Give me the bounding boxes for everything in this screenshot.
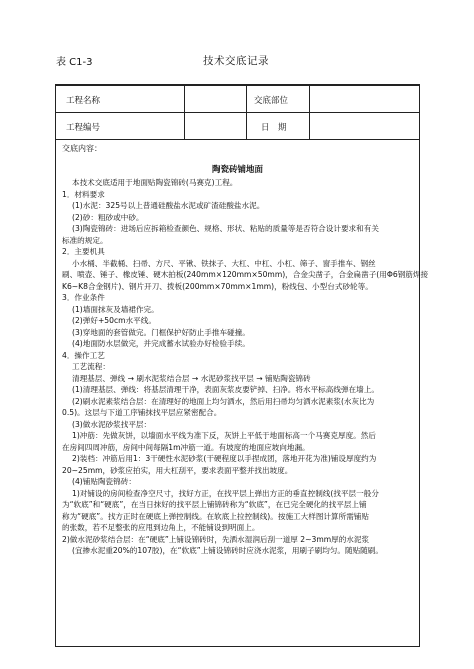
content-line: 3．作业条件 [62,293,105,302]
content-line: (4)铺贴陶瓷锦砖： [72,477,136,486]
content-line: (3)做水泥砂浆找平层： [72,419,152,429]
content-line: (2)刷水泥素浆结合层：在清理好的地面上均匀洒水，然后用扫帚均匀洒水泥素浆(水灰比为 [72,396,375,406]
row-divider [56,112,419,113]
content-line: 的张数，若不足整张的应甩到边角上，不能铺设到明面上。 [62,523,260,532]
content-line: (宜掺水泥重20%的107胶)，在“软底”上铺设锦砖时应浇水泥浆，用刷子刷均匀。随贴随刷。 [72,546,383,555]
date-label: 日 期 [261,123,287,133]
column-divider [309,85,310,139]
row-divider [56,139,419,140]
content-line: 2)装档：冲筋后用1：3干硬性水泥砂浆(干硬程度以手捏成团，落地开花为准)铺设厚度约为 [72,454,377,463]
document-title: 技术交底记录 [203,55,269,67]
row-divider [56,85,419,86]
column-divider [184,85,185,139]
disclosure-content [62,143,429,557]
content-line: (3)陶瓷锦砖：进场后应拆箱检查颜色、规格、形状、粘贴的质量等是否符合设计要求和有关 [72,224,379,233]
content-title: 陶瓷砖铺地面 [211,165,263,175]
project-name-label: 工程名称 [66,96,101,106]
content-line: 清理基层、弹线 → 刷水泥浆结合层 → 水泥砂浆找平层 → 铺贴陶瓷锦砖 [72,373,311,383]
content-line: 本技术交底适用于地面贴陶瓷锦砖(马赛克)工程。 [72,178,238,187]
content-line: (4)地面防水层做完，并完成蓄水试验办好检验手续。 [72,339,250,348]
project-code-label: 工程编号 [66,123,101,133]
content-line: 20~25mm，砂浆应拍实，用大杠刮平，要求表面平整并找出坡度。 [62,465,293,475]
technical-disclosure-form [55,84,429,647]
content-line: (1)水泥：325号以上普通硅酸盐水泥或矿渣硅酸盐水泥。 [72,201,265,210]
content-line: 标准的规定。 [62,235,108,245]
content-line: 1)对铺设的房间检查净空尺寸，找好方正，在找平层上弹出方正的垂直控制线(找平层一般分 [72,488,379,498]
content-line: 称为“硬底”。找方正时在硬底上弹控制线。在软底上拉控制线)。按施工大样图计算所需铺贴 [62,511,369,521]
content-line: 2．主要机具 [62,247,105,256]
content-line: 在房间四周冲筋，房间中间每隔1m冲筋一道。有坡度的地面应坡向地漏。 [62,442,310,452]
content-line: 1．材料要求 [62,189,105,199]
handover-part-label: 交底部位 [254,96,289,106]
content-line: 为“软底”和“硬底”，在当日抹好的找平层上铺锦砖称为“软底”，在已完全硬化的找平层上铺 [62,500,367,509]
content-line: 4．操作工艺 [62,350,105,360]
content-line: 小水桶、半截桶、扫帚、方尺、平锹、铁抹子、大杠、中杠、小杠、筛子、窗手推车、钢丝 [72,258,376,268]
content-line: 2)做水泥砂浆结合层：在“硬底”上铺设锦砖时，先洒水湿润后刮一道厚 2~3mm厚的水泥浆 [62,534,370,544]
form-number: 表 C1-3 [56,57,93,68]
content-body [62,177,429,557]
content-line: (1)墙面抹灰及墙裙作完。 [72,304,159,314]
content-line: 1)冲筋：先做灰饼，以墙面水平线为准下反，灰饼上平低于地面标高一个马赛克厚度。然后 [72,431,376,440]
content-line: K6~K8合金钢片)、钢片开刀、拨板(200mm×70mm×1mm)，粉线包、小型台式砂轮等。 [62,281,373,291]
content-line: (2)弹好+50cm水平线。 [72,316,156,325]
content-line: 工艺流程： [72,362,110,371]
content-line: (2)砂：粗砂或中砂。 [72,212,144,222]
content-line: (3)穿地面的套管做完。门框保护好防止手推车碰撞。 [72,327,250,337]
content-line: (1)清理基层、弹线：将基层清理干净，表面灰浆皮要铲掉、扫净。将水平标高线弹在墙上。 [72,385,379,394]
content-label: 交底内容： [62,144,102,153]
content-line: 刷、喷壶、锤子、橡皮锤、硬木拍板(240mm×120mm×50mm)，合金尖凿子，合金扁凿子(用Φ6钢筋焊接 [62,270,429,279]
content-line: 0.5)。这层与下道工序铺抹找平层应紧密配合。 [62,408,222,417]
column-divider [246,85,247,139]
